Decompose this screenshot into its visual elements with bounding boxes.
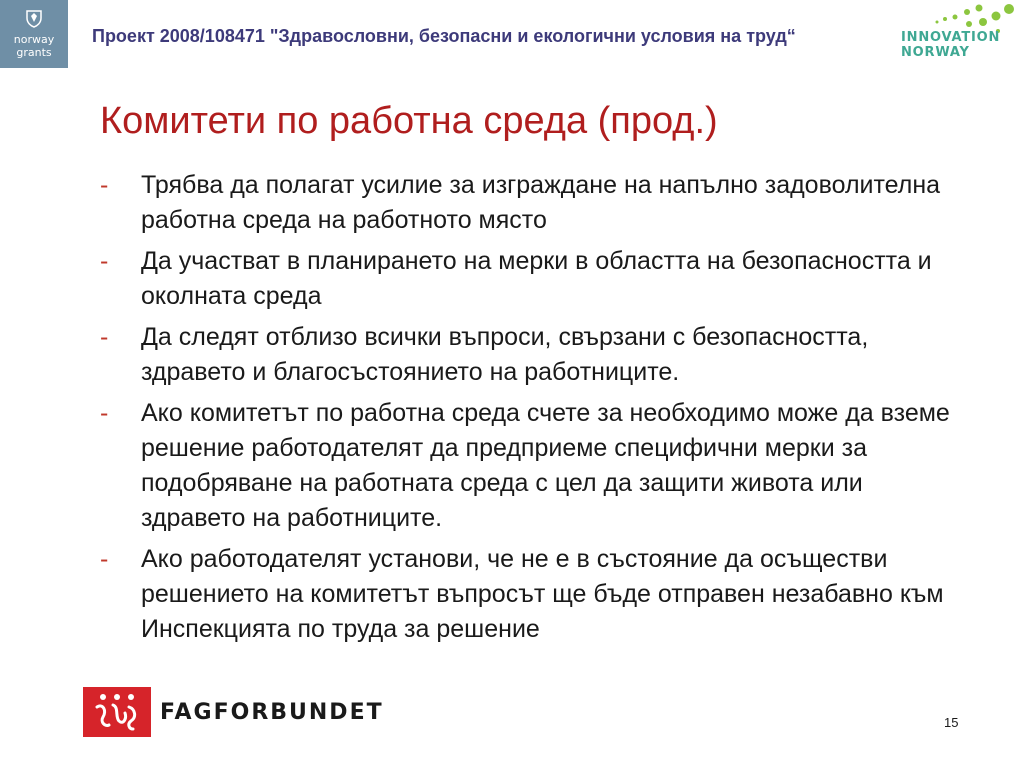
fagforbundet-logo bbox=[83, 687, 151, 737]
slide-title: Комитети по работна среда (прод.) bbox=[100, 100, 718, 142]
innovation-norway-dots-icon bbox=[895, 0, 1024, 34]
innovation-norway-logo bbox=[895, 0, 1024, 68]
bullet-marker: - bbox=[100, 323, 109, 351]
norway-grants-logo bbox=[0, 0, 68, 68]
project-title: Проект 2008/108471 "Здравословни, безопасни и екологични условия на труд“ bbox=[92, 26, 796, 46]
bullet-text: Да участват в планирането на мерки в областта на безопасността и околната среда bbox=[141, 247, 932, 310]
bullet-item bbox=[100, 244, 960, 314]
bullet-marker: - bbox=[100, 171, 109, 199]
bullet-text: Трябва да полагат усилие за изграждане на напълно задоволителна работна среда на работното място bbox=[141, 171, 941, 234]
innovation-norway-logo-line1: INNOVATION bbox=[901, 30, 1001, 45]
bullet-text: Ако комитетът по работна среда счете за необходимо може да вземе решение работодателят да предприеме специфични мерки за подобряване на работната среда с цел да защити живота или здравето на работниците. bbox=[141, 399, 950, 532]
bullet-list bbox=[100, 168, 960, 653]
bullet-marker: - bbox=[100, 545, 109, 573]
bullet-marker: - bbox=[100, 247, 109, 275]
innovation-norway-logo-line2: NORWAY bbox=[901, 45, 970, 60]
norway-grants-logo-line2: grants bbox=[16, 46, 52, 59]
bullet-item bbox=[100, 320, 960, 390]
norway-grants-crest-icon bbox=[24, 8, 44, 28]
bullet-item bbox=[100, 396, 960, 536]
page-number: 15 bbox=[944, 715, 959, 730]
bullet-item bbox=[100, 168, 960, 238]
bullet-text: Ако работодателят установи, че не е в състояние да осъществи решението на комитетът въпросът ще бъде отправен незабавно към Инспекцията по труда за решение bbox=[141, 545, 944, 643]
fagforbundet-figures-icon bbox=[83, 687, 151, 737]
fagforbundet-wordmark: FAGFORBUNDET bbox=[160, 700, 384, 725]
bullet-marker: - bbox=[100, 399, 109, 427]
norway-grants-logo-line1: norway bbox=[13, 33, 55, 46]
bullet-text: Да следят отблизо всички въпроси, свързани с безопасността, здравето и благосъстоянието на работниците. bbox=[141, 323, 869, 386]
bullet-item bbox=[100, 542, 960, 647]
